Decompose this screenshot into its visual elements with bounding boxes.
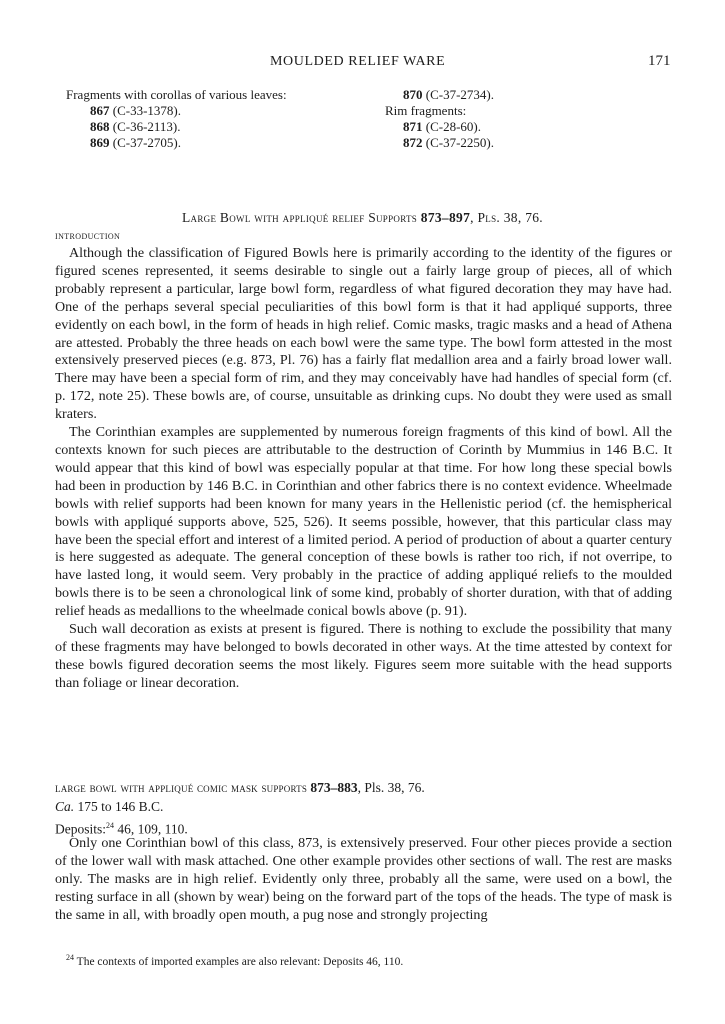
catalog-number: 870: [403, 87, 423, 102]
subsection-title-text: large bowl with appliqué comic mask supports: [55, 780, 308, 795]
paragraph: Such wall decoration as exists at present is figured. There is nothing to exclude the possibility that many of these fragments may have belonged to bowls decorated in other ways. At the time attested by context for these bowls figured decoration seems the most likely. Figures seem more suitable with the head supports than foliage or linear decoration.: [55, 621, 672, 691]
subsection-title-plates: , Pls. 38, 76.: [357, 780, 425, 795]
catalog-number: 872: [403, 135, 423, 150]
fragment-item: [385, 135, 494, 151]
catalog-number: 868: [90, 119, 110, 134]
fragment-item: [385, 119, 494, 135]
catalog-ref: (C-37-2705).: [112, 135, 181, 150]
catalog-ref: (C-37-2250).: [425, 135, 494, 150]
paragraph: The Corinthian examples are supplemented by numerous foreign fragments of this kind of bowl. All the contexts known for such pieces are attributable to the destruction of Corinth by Mummius in 146 B.C. It would appear that this kind of bowl was especially popular at that time. For how long these special bowls had been in production by 146 B.C. in Corinthian and other fabrics there is no context evidence. Wheelmade bowls with relief supports had been known for many years in the Hellenistic period (cf. the hemispherical bowls with appliqué supports above, 525, 526). It seems possible, however, that this particular class may have been the special effort and interest of a limited period. A period of production of about a quarter century is here suggested as adequate. The general conception of these bowls is rather too rich, if not overripe, to have lasted long, it would seem. Very probably in the practice of adding appliqué reliefs to the moulded bowls there is to be seen a chronological link of some kind, probably of shorter duration, with that of adding relief heads as medallions to the wheelmade conical bowls above (p. 91).: [55, 424, 672, 620]
deposits-values: 46, 109, 110.: [114, 821, 188, 837]
introduction-label: introduction: [55, 230, 121, 242]
catalog-ref: (C-36-2113).: [112, 119, 181, 134]
catalog-ref: (C-33-1378).: [112, 103, 181, 118]
fragment-heading: Rim fragments:: [385, 103, 467, 118]
catalog-number: 871: [403, 119, 423, 134]
subsection-date: [55, 798, 163, 816]
catalog-ref: (C-28-60).: [425, 119, 481, 134]
fragment-item: [385, 87, 494, 103]
fragment-item: [66, 119, 287, 135]
paragraph: Although the classification of Figured Bowls here is primarily according to the identity of the figures or figured scenes represented, it seems desirable to single out a fairly large group of pieces, all of which probably represent a particular, large bowl form, regardless of what figured decoration they may have had. One of the perhaps several special peculiarities of this bowl form is that it had appliqué supports, three evidently on each bowl, in the form of heads in high relief. Comic masks, tragic masks and a head of Athena are attested. Probably the three heads on each bowl were the same type. The bowl form attested in the most extensively preserved pieces (e.g. 873, Pl. 76) has a fairly flat medallion area and a fairly broad lower wall. There may have been a special form of rim, and they may conceivably have had handles of special form (cf. p. 172, note 25). These bowls are, of course, unsuitable as drinking cups. No doubt they were used as small kraters.: [55, 245, 672, 423]
introduction-text: [55, 245, 672, 693]
section-title-plates: , Pls. 38, 76.: [470, 210, 543, 225]
subsection-title: [55, 779, 425, 797]
fragment-item: [66, 135, 287, 151]
section-title: [0, 210, 725, 226]
footnote-marker: 24: [66, 953, 74, 962]
deposits-label: Deposits:: [55, 821, 107, 837]
catalog-number: 869: [90, 135, 110, 150]
subsection-text: [55, 835, 672, 925]
subsection-title-range: 873–883: [310, 780, 358, 795]
fragment-item: [66, 103, 287, 119]
fragment-heading: Fragments with corollas of various leaves:: [66, 87, 287, 102]
paragraph: Only one Corinthian bowl of this class, 873, is extensively preserved. Four other pieces provide a section of the lower wall with mask attached. One other example provides other sections of wall. The rest are masks only. The masks are in high relief. Evidently only three, probably all the same, were used on a bowl, the resting surface in all (shown by wear) being on the forward part of the tops of the heads. The type of mask is the same in all, with broadly open mouth, a pug nose and strongly projecting: [55, 835, 672, 923]
section-title-text: Large Bowl with appliqué relief Supports: [182, 210, 418, 225]
date-ca: Ca.: [55, 799, 75, 814]
fragment-list-right: [385, 87, 494, 151]
catalog-ref: (C-37-2734).: [425, 87, 494, 102]
footnote: [66, 953, 403, 968]
page-number: 171: [648, 53, 671, 69]
running-head: MOULDED RELIEF WARE: [270, 54, 446, 69]
fragment-list-left: [66, 87, 287, 151]
catalog-number: 867: [90, 103, 110, 118]
footnote-ref: 24: [106, 821, 115, 830]
date-range: 175 to 146 B.C.: [74, 799, 164, 814]
section-title-range: 873–897: [420, 210, 471, 225]
footnote-text: The contexts of imported examples are also relevant: Deposits 46, 110.: [74, 955, 404, 968]
